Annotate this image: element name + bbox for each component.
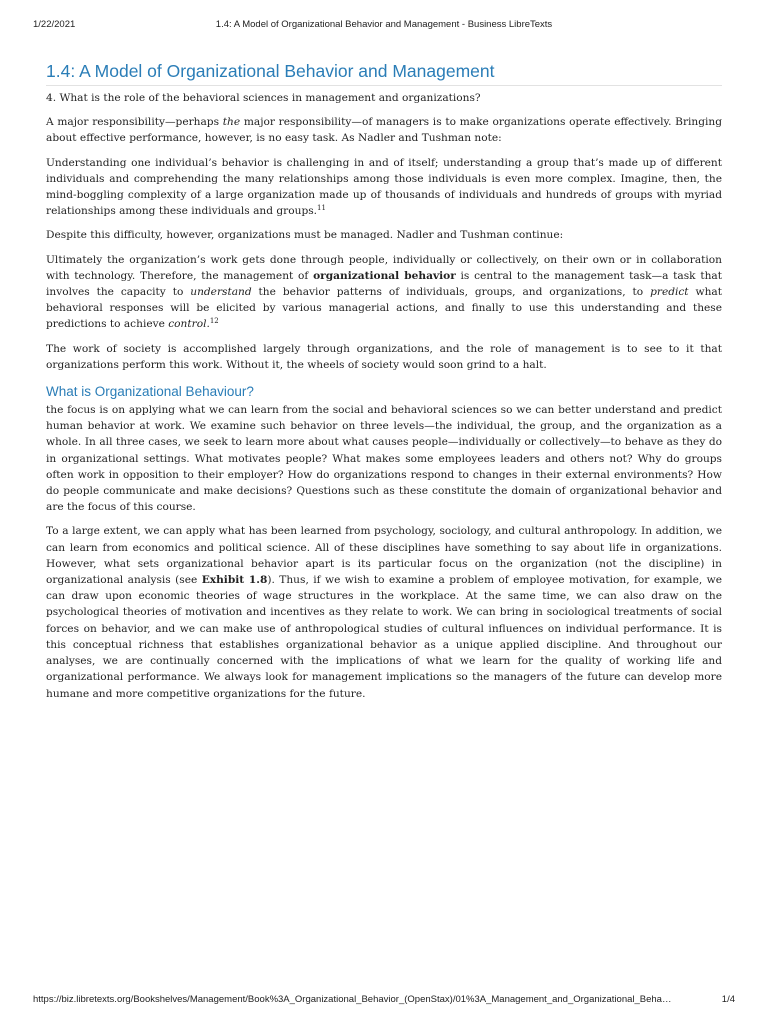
learning-objective: 4. What is the role of the behavioral sciences in management and organizations?: [46, 92, 481, 104]
emphasis-control: control: [168, 318, 207, 331]
section-heading: What is Organizational Behaviour?: [46, 384, 254, 400]
paragraph-disciplines: To a large extent, we can apply what has been learned from psychology, sociology, and cultural anthropology. In addition, we can learn from economics and political science. All of these disciplines have something to say about life in organizations. However, what sets organizational behavior apart is its particular focus on the organization (not the discipline) in organizational analysis (see Exhibit 1.8). Thus, if we wish to examine a problem of employee motivation, for example, we can draw upon economic theories of wage structures in the workplace. At the same time, we can also draw on the psychological theories of motivation and incentives as they relate to work. We can bring in sociological treatments of social forces on behavior, and we can make use of anthropological studies of cultural influences on individual performance. It is this conceptual richness that establishes organizational behavior as a unique applied discipline. And throughout our analyses, we are continually concerned with the implications of what we learn for the quality of working life and organizational performance. We always look for management implications so the managers of the future can develop more humane and more competitive organizations for the future.: [46, 525, 723, 700]
block-quote-2: Ultimately the organization’s work gets done through people, individually or collectively, on their own or in collaboration with technology. Therefore, the management of organizational behavior is central to the management task—a task that involves the capacity to understand the behavior patterns of individuals, groups, and organizations, to predict what behavioral responses will be elicited by various managerial actions, and finally to use this understanding and these predictions to achieve control.$^{12}$: [46, 253, 722, 331]
article-content: [46, 59, 722, 702]
paragraph-society: The work of society is accomplished largely through organizations, and the role of management is to see to it that organizations perform this work. Without it, the wheels of society would soon grind to a halt.: [46, 342, 722, 371]
print-url: https://biz.libretexts.org/Bookshelves/Management/Book%3A_Organizational_Behavior_(OpenStax)/01%3A_Management_and_Organizational_Beha…: [33, 994, 672, 1005]
block-quote-1: Understanding one individual’s behavior is challenging in and of itself; understanding a group that’s made up of different individuals and comprehending the many relationships among those individuals is even more complex. Imagine, then, the mind-boggling complexity of a large organization made up of thousands of individuals and hundreds of groups with myriad relationships among these individuals and groups.$^{11}$: [46, 156, 722, 218]
term-organizational-behavior: organizational behavior: [313, 269, 456, 282]
emphasis-predict: predict: [650, 286, 689, 299]
print-header: [33, 19, 735, 33]
paragraph-despite: Despite this difficulty, however, organizations must be managed. Nadler and Tushman continue:: [46, 229, 564, 242]
emphasis-the: the: [222, 116, 241, 129]
emphasis-understand: understand: [190, 286, 252, 299]
page-title: 1.4: A Model of Organizational Behavior and Management: [46, 59, 722, 86]
footnote-ref-11[interactable]: 11: [317, 204, 326, 213]
paragraph-intro: A major responsibility—perhaps the major responsibility—of managers is to make organizations operate effectively. Bringing about effective performance, however, is no easy task. As Nadler and Tushman note:: [46, 116, 723, 145]
print-page-title: 1.4: A Model of Organizational Behavior and Management - Business LibreTexts: [215, 19, 553, 30]
footnote-ref-12[interactable]: 12: [209, 317, 219, 326]
print-footer: [33, 994, 735, 1008]
print-date: 1/22/2021: [33, 19, 76, 30]
print-page-number: 1/4: [721, 994, 735, 1005]
exhibit-link[interactable]: Exhibit 1.8: [201, 574, 268, 587]
paragraph-focus: the focus is on applying what we can learn from the social and behavioral sciences so we can better understand and predict human behavior at work. We examine such behavior on three levels—the individual, the group, and the organization as a whole. In all three cases, we seek to learn more about what causes people—individually or collectively—to behave as they do in organizational settings. What motivates people? What makes some employees leaders and others not? Why do groups often work in opposition to their employer? How do organizations respond to changes in their external environments? How do people communicate and make decisions? Questions such as these constitute the domain of organizational behavior and are the focus of this course.: [46, 404, 722, 514]
